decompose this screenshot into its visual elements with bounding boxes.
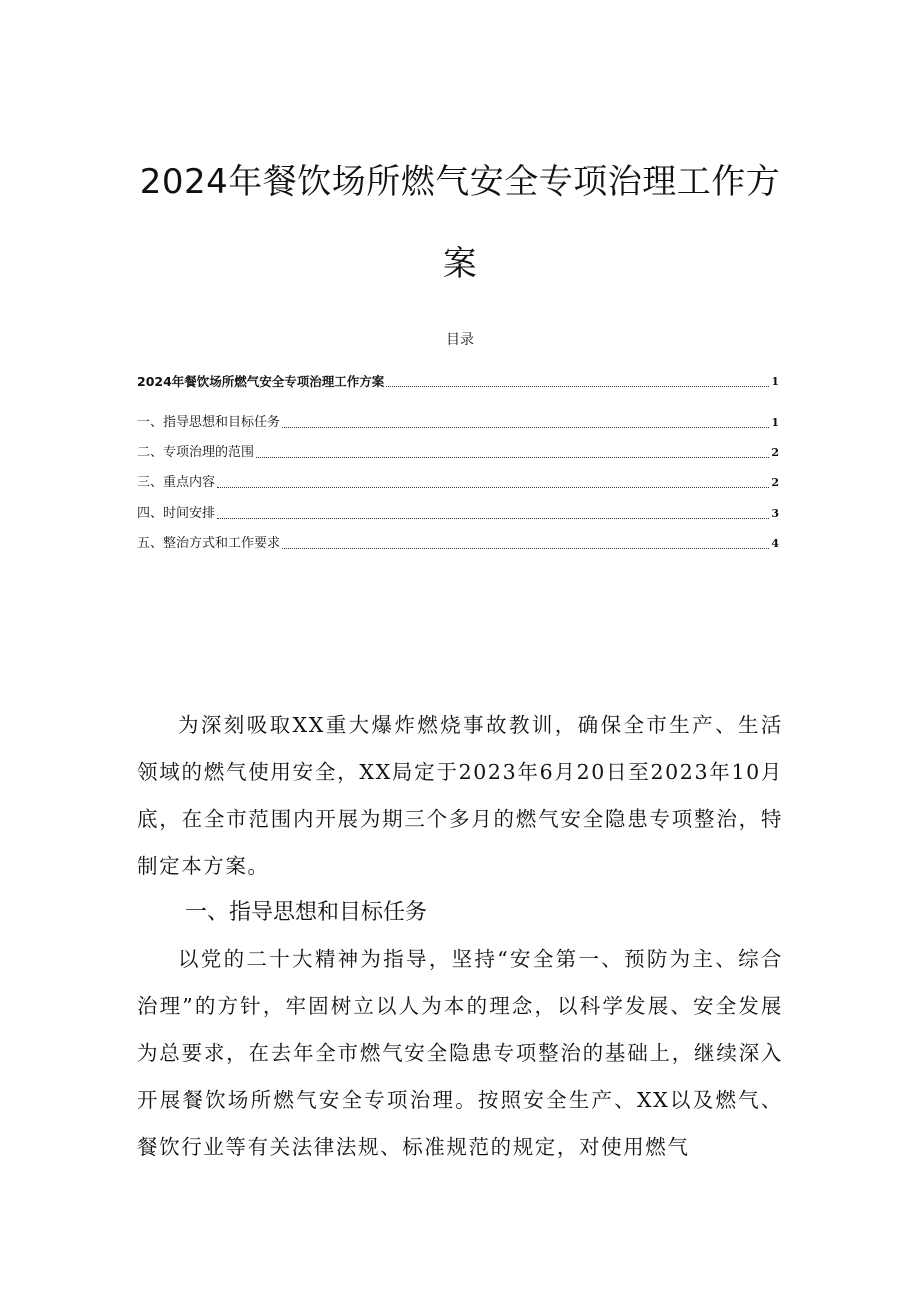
toc-leader-dots — [282, 547, 769, 549]
toc-entry-page: 1 — [771, 375, 779, 388]
toc-entry-label: 三、重点内容 — [137, 475, 216, 490]
toc-entry[interactable] — [137, 533, 779, 553]
toc-entry-page: 2 — [771, 446, 779, 459]
toc-entry[interactable] — [137, 472, 779, 492]
toc-leader-dots — [282, 426, 769, 428]
toc-entry-label: 二、专项治理的范围 — [137, 445, 255, 460]
intro-paragraph: 为深刻吸取XX重大爆炸燃烧事故教训，确保全市生产、生活领域的燃气使用安全，XX局定于2023年6月20日至2023年10月底，在全市范围内开展为期三个多月的燃气安全隐患专项整治，特制定本方案。 — [137, 713, 783, 878]
toc-leader-dots — [256, 456, 769, 458]
toc-heading: 目录 — [446, 332, 474, 348]
toc-entry-page: 3 — [771, 507, 779, 520]
toc-entry[interactable] — [137, 371, 779, 391]
document-title-line-1: 2024年餐饮场所燃气安全专项治理工作方 — [139, 162, 781, 202]
section-heading: 一、指导思想和目标任务 — [185, 900, 428, 925]
toc-leader-dots — [217, 486, 769, 488]
toc-entry-label: 四、时间安排 — [137, 506, 216, 521]
toc-leader-dots — [386, 385, 769, 387]
toc-entry-label: 一、指导思想和目标任务 — [137, 415, 281, 430]
toc-entry-page: 1 — [771, 416, 779, 429]
toc-entry[interactable] — [137, 442, 779, 462]
toc-entry[interactable] — [137, 412, 779, 432]
toc-entry[interactable] — [137, 503, 779, 523]
toc-leader-dots — [217, 517, 769, 519]
toc-entry-label: 五、整治方式和工作要求 — [137, 536, 281, 551]
section-paragraph: 以党的二十大精神为指导，坚持“安全第一、预防为主、综合治理”的方针，牢固树立以人为本的理念，以科学发展、安全发展为总要求，在去年全市燃气安全隐患专项整治的基础上，继续深入开展餐饮场所燃气安全专项治理。按照安全生产、XX以及燃气、餐饮行业等有关法律法规、标准规范的规定，对使用燃气 — [137, 947, 783, 1159]
document-title-line-2: 案 — [442, 244, 478, 284]
toc-entry-label: 2024年餐饮场所燃气安全专项治理工作方案 — [137, 374, 385, 389]
toc-entry-page: 4 — [771, 537, 779, 550]
toc-entry-page: 2 — [771, 476, 779, 489]
